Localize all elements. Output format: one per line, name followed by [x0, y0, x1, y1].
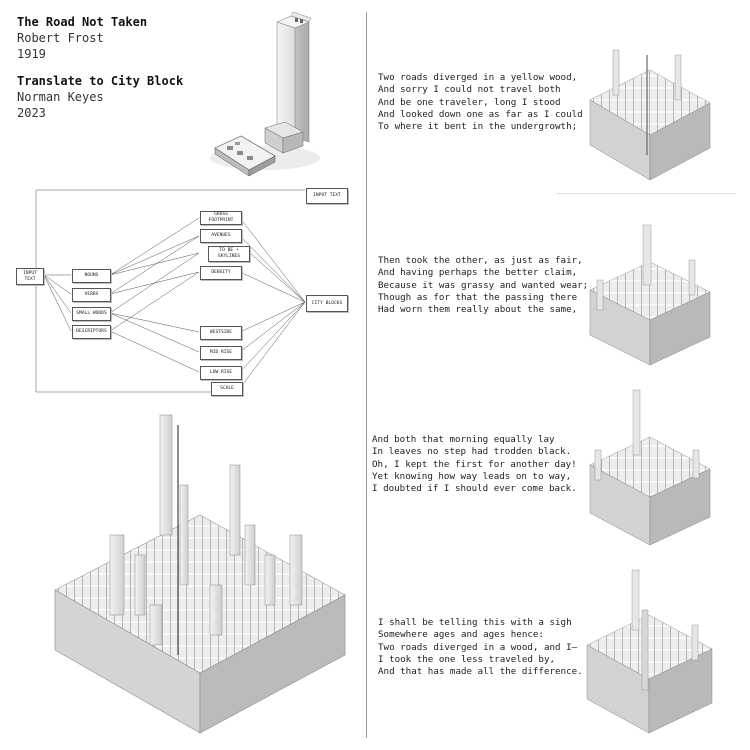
poem-year: 1919 — [17, 47, 46, 61]
stanza-1: Two roads diverged in a yellow wood, And sorry I could not travel both And be one traveler, long I stood And looked down one as far as I could To where it bent in the undergrowth; — [378, 72, 583, 133]
param-node: TO BE + SKYLINES — [208, 246, 250, 262]
param-node: WESTSIDE — [200, 326, 242, 340]
category-node: DESCRIPTORS — [72, 325, 111, 339]
poem-author: Robert Frost — [17, 31, 104, 45]
poem-title: The Road Not Taken — [17, 15, 148, 29]
param-node: DENSITY — [200, 266, 242, 280]
city-block-model-2 — [585, 220, 715, 370]
city-block-model-4 — [582, 565, 717, 740]
translation-title: Translate to City Block — [17, 74, 184, 88]
input-text-node-top: INPUT TEXT — [306, 188, 348, 204]
input-text-node: INPUT TEXT — [16, 268, 44, 285]
param-node: GROSS FOOTPRINT — [200, 211, 242, 225]
category-node: NOUNS — [72, 269, 111, 283]
tower-model-illustration — [205, 8, 320, 183]
city-block-model-1 — [585, 15, 715, 185]
city-block-model-3 — [585, 385, 715, 550]
translation-author: Norman Keyes — [17, 90, 104, 104]
param-node: LOW RISE — [200, 366, 242, 380]
category-node: VERBS — [72, 288, 111, 302]
stanza-2: Then took the other, as just as fair, And having perhaps the better claim, Because it was grassy and wanted wear; Though as for that the passing there Had worn them really about the same, — [378, 255, 589, 316]
output-node: CITY BLOCKS — [306, 295, 348, 312]
category-node: SMALL WORDS — [72, 307, 111, 321]
large-city-block-model — [50, 405, 350, 735]
param-node: MID RISE — [200, 346, 242, 360]
section-divider — [556, 193, 736, 194]
stanza-4: I shall be telling this with a sigh Somewhere ages and ages hence: Two roads diverged in a wood, and I— I took the one less traveled by, And that has made all the difference. — [378, 617, 583, 678]
stanza-3: And both that morning equally lay In leaves no step had trodden black. Oh, I kept the first for another day! Yet knowing how way leads on to way, I doubted if I should ever come back. — [372, 434, 577, 495]
translation-year: 2023 — [17, 106, 46, 120]
param-node: SCALE — [211, 382, 243, 396]
param-node: AVENUES — [200, 229, 242, 243]
column-divider — [366, 12, 367, 738]
